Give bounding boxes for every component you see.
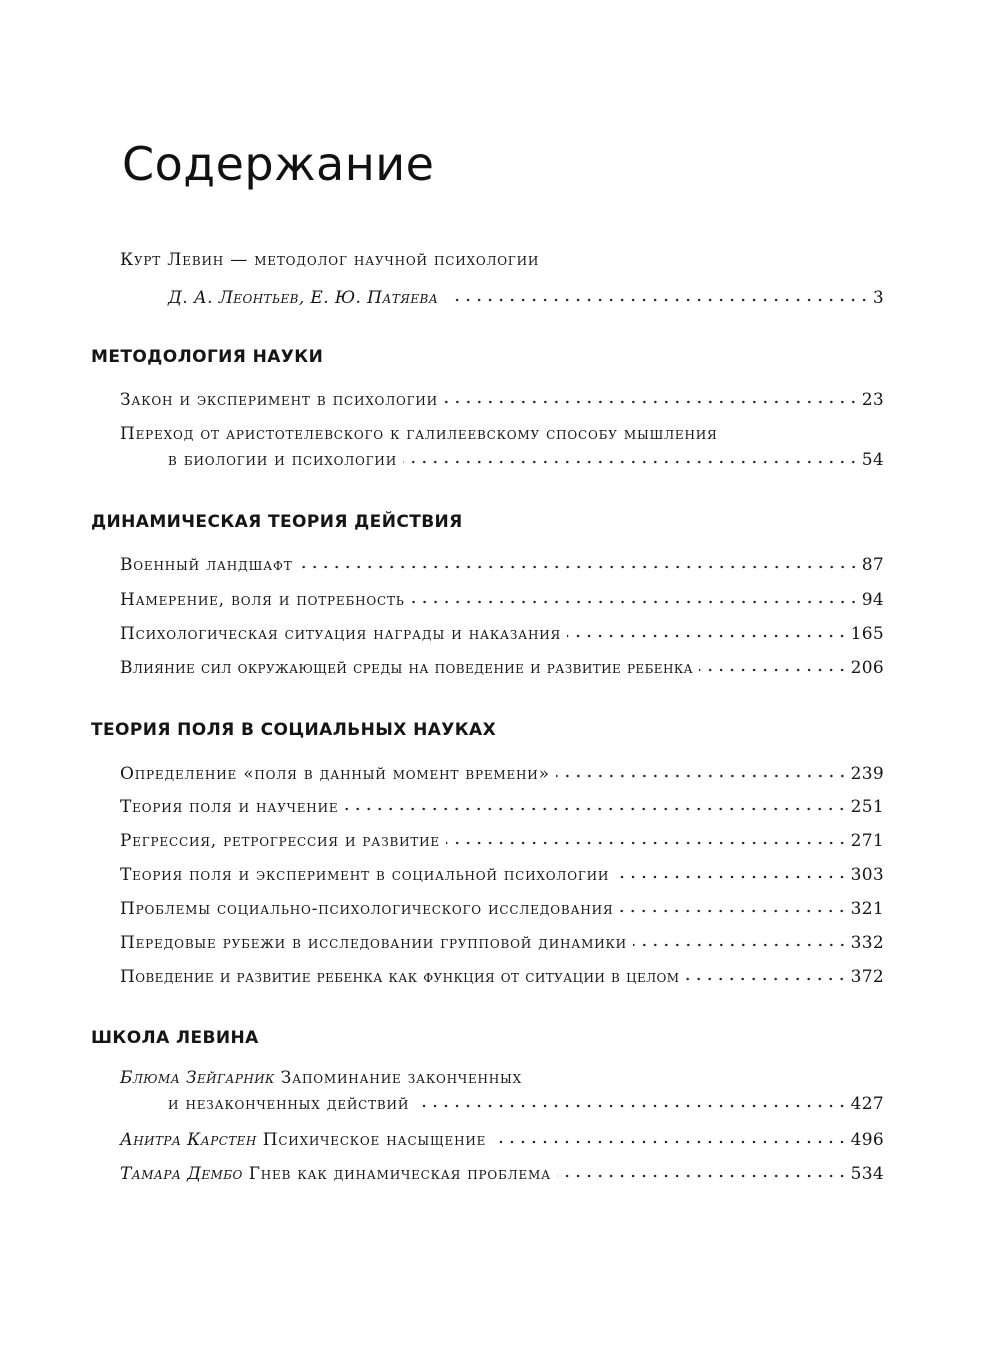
entry-title: Закон и эксперимент в психологии bbox=[120, 390, 438, 410]
page-number: 239 bbox=[850, 764, 884, 784]
entry-title: Теория поля и научение bbox=[120, 797, 339, 817]
page-number: 321 bbox=[850, 899, 884, 919]
entry-author: Д. А. Леонтьев, Е. Ю. Патяева bbox=[168, 288, 439, 308]
toc-entry bbox=[120, 760, 884, 784]
page-number: 372 bbox=[850, 967, 884, 987]
entry-title-line1: Переход от аристотелевского к галилеевскому способу мышления bbox=[120, 424, 718, 444]
dot-leader bbox=[446, 839, 848, 847]
entry-title: Гнев как динамическая проблема bbox=[248, 1164, 552, 1184]
toc-entry bbox=[120, 827, 884, 851]
page-number: 332 bbox=[850, 933, 884, 953]
dot-leader bbox=[344, 805, 847, 813]
toc-entry bbox=[168, 446, 884, 470]
toc-entry bbox=[120, 551, 884, 575]
page-number: 87 bbox=[861, 555, 884, 575]
toc-entry-intro-authors bbox=[168, 284, 884, 308]
entry-author: Блюма Зейгарник bbox=[120, 1068, 275, 1088]
toc-entry bbox=[120, 586, 884, 610]
entry-title-line2: в биологии и психологии bbox=[168, 450, 397, 470]
entry-title: Влияние сил окружающей среды на поведение и развитие ребенка bbox=[120, 658, 694, 678]
toc-entry-line1 bbox=[120, 1068, 522, 1088]
toc-entry bbox=[120, 963, 884, 987]
toc-entry bbox=[120, 386, 884, 410]
dot-leader bbox=[299, 563, 859, 571]
entry-title: Намерение, воля и потребность bbox=[120, 590, 405, 610]
toc-entry bbox=[120, 861, 884, 885]
dot-leader bbox=[492, 1138, 847, 1146]
toc-entry bbox=[120, 793, 884, 817]
entry-title: Проблемы социально-психологического исследования bbox=[120, 899, 614, 919]
toc-entry bbox=[120, 1160, 884, 1184]
page-title: Содержание bbox=[122, 137, 435, 191]
page-number: 427 bbox=[850, 1094, 884, 1114]
dot-leader bbox=[411, 598, 859, 606]
dot-leader bbox=[450, 296, 870, 304]
entry-title: Психологическая ситуация награды и наказания bbox=[120, 624, 562, 644]
page-number: 534 bbox=[850, 1164, 884, 1184]
dot-leader bbox=[619, 907, 847, 915]
dot-leader bbox=[444, 398, 859, 406]
dot-leader bbox=[403, 458, 859, 466]
section-heading: ТЕОРИЯ ПОЛЯ В СОЦИАЛЬНЫХ НАУКАХ bbox=[91, 720, 497, 740]
page-number: 165 bbox=[850, 624, 884, 644]
toc-entry bbox=[120, 654, 884, 678]
dot-leader bbox=[415, 1102, 848, 1110]
toc-entry-intro-title: Курт Левин — методолог научной психологии bbox=[120, 250, 540, 270]
entry-title: Теория поля и эксперимент в социальной психологии bbox=[120, 865, 610, 885]
entry-author: Анитра Карстен bbox=[120, 1130, 257, 1150]
page-number: 54 bbox=[861, 450, 884, 470]
entry-title: Поведение и развитие ребенка как функция от ситуации в целом bbox=[120, 967, 680, 987]
toc-entry bbox=[120, 1126, 884, 1150]
entry-title: Психическое насыщение bbox=[262, 1130, 487, 1150]
page-number: 23 bbox=[861, 390, 884, 410]
section-heading: ДИНАМИЧЕСКАЯ ТЕОРИЯ ДЕЙСТВИЯ bbox=[91, 512, 463, 532]
dot-leader bbox=[556, 772, 848, 780]
page-number: 271 bbox=[850, 831, 884, 851]
toc-entry bbox=[168, 1090, 884, 1114]
page-number: 496 bbox=[850, 1130, 884, 1150]
dot-leader bbox=[685, 975, 847, 983]
entry-title-line2: и незаконченных действий bbox=[168, 1094, 410, 1114]
section-heading: МЕТОДОЛОГИЯ НАУКИ bbox=[91, 347, 324, 367]
entry-title: Передовые рубежи в исследовании групповой динамики bbox=[120, 933, 627, 953]
dot-leader bbox=[615, 873, 848, 881]
entry-title: Определение «поля в данный момент времени» bbox=[120, 764, 550, 784]
dot-leader bbox=[699, 666, 848, 674]
entry-author: Тамара Дембо bbox=[120, 1164, 243, 1184]
page-number: 206 bbox=[850, 658, 884, 678]
dot-leader bbox=[567, 632, 848, 640]
dot-leader bbox=[633, 941, 848, 949]
page-number: 94 bbox=[861, 590, 884, 610]
section-heading: ШКОЛА ЛЕВИНА bbox=[91, 1028, 259, 1048]
dot-leader bbox=[557, 1172, 848, 1180]
toc-entry bbox=[120, 895, 884, 919]
toc-entry bbox=[120, 929, 884, 953]
page-number: 3 bbox=[872, 288, 884, 308]
entry-title: Военный ландшафт bbox=[120, 555, 293, 575]
entry-title: Регрессия, ретрогрессия и развитие bbox=[120, 831, 440, 851]
entry-title-line1: Запоминание законченных bbox=[280, 1068, 522, 1088]
page-number: 251 bbox=[850, 797, 884, 817]
toc-entry bbox=[120, 620, 884, 644]
page-number: 303 bbox=[850, 865, 884, 885]
